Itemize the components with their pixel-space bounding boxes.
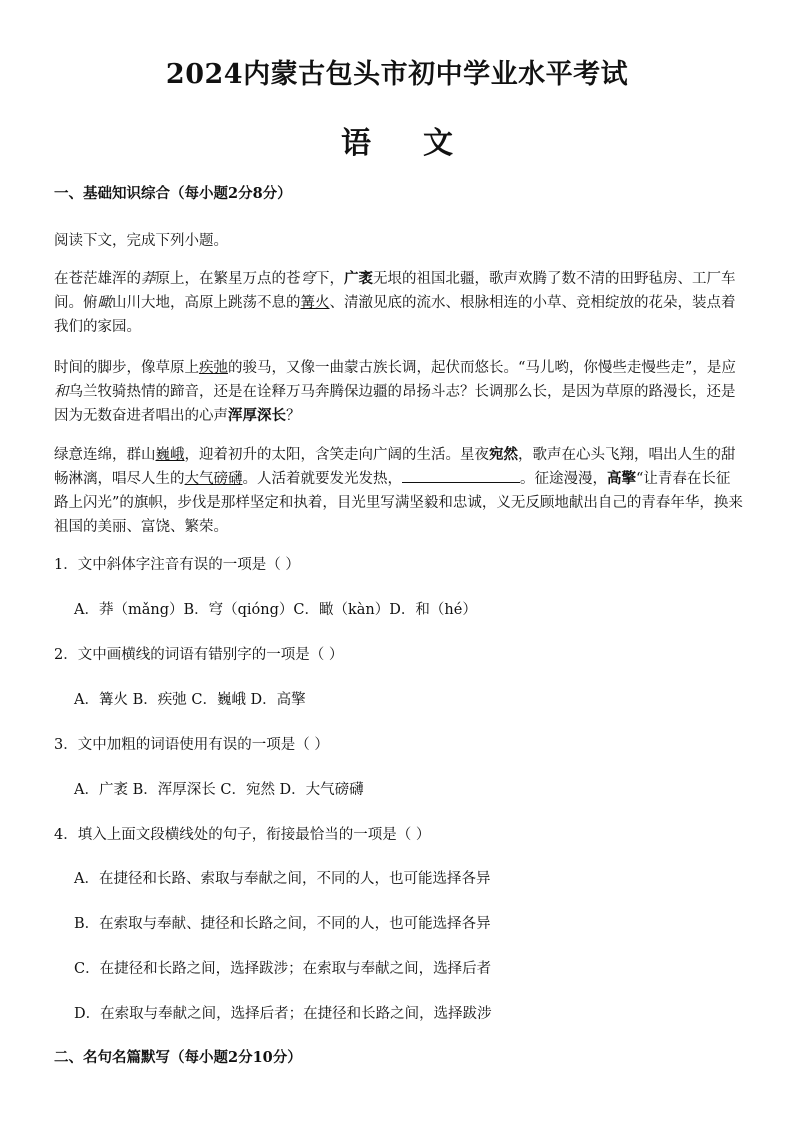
italic-word: 瞰 (97, 295, 112, 311)
italic-word: 莽 (141, 271, 156, 287)
section-1-heading: 一、基础知识综合（每小题2分8分） (54, 185, 292, 202)
bold-word: 宛然 (489, 446, 518, 463)
question-1-options: A．莽（mǎng）B．穹（qióng）C．瞰（kàn）D．和（hé） (74, 602, 477, 618)
italic-word: 穹 (300, 271, 315, 287)
underlined-word: 疾弛 (199, 360, 228, 376)
underlined-word: 巍峨 (155, 447, 185, 463)
question-1-stem: 1．文中斜体字注音有误的一项是（ ） (54, 557, 300, 573)
bold-word: 高擎 (607, 470, 636, 487)
question-3-stem: 3．文中加粗的词语使用有误的一项是（ ） (54, 737, 329, 753)
italic-word: 和 (54, 384, 69, 400)
passage-paragraph-1: 在苍茫雄浑的莽原上，在繁星万点的苍穹下，广袤无垠的祖国北疆，歌声欢腾了数不清的田野毡房、工厂车间。俯瞰山川大地，高原上跳荡不息的篝火、清澈见底的流水、根脉相连的小草、竞相绽放的花朵，装点着我们的家园。 (54, 270, 736, 335)
fill-in-blank (402, 468, 520, 483)
bold-word: 广袤 (344, 270, 373, 287)
subject-char-1: 语 (341, 126, 371, 161)
question-4-stem: 4．填入上面文段横线处的句子，衔接最恰当的一项是（ ） (54, 827, 431, 843)
question-4-option-c: C．在捷径和长路之间，选择跋涉；在索取与奉献之间，选择后者 (74, 961, 492, 977)
underlined-word: 篝火 (300, 295, 330, 311)
exam-title: 2024内蒙古包头市初中学业水平考试 (165, 59, 629, 90)
question-4-option-d: D．在索取与奉献之间，选择后者；在捷径和长路之间，选择跋涉 (74, 1006, 492, 1022)
subject-char-2: 文 (423, 126, 453, 161)
subject-title (0, 118, 794, 162)
bold-word: 浑厚深长 (228, 407, 286, 424)
question-3-options: A．广袤 B．浑厚深长 C．宛然 D．大气磅礴 (74, 782, 364, 798)
question-4-option-a: A．在捷径和长路、索取与奉献之间，不同的人，也可能选择各异 (74, 871, 491, 887)
reading-instruction: 阅读下文，完成下列小题。 (54, 233, 228, 249)
passage-paragraph-2: 时间的脚步，像草原上疾弛的骏马，又像一曲蒙古族长调，起伏而悠长。“马儿哟，你慢些走慢些走”，是应和乌兰牧骑热情的蹄音，还是在诠释万马奔腾保边疆的昂扬斗志？长调那么长，是因为草原的路漫长，还是因为无数奋进者唱出的心声浑厚深长？ (54, 360, 736, 424)
underlined-word: 大气磅礴 (184, 471, 243, 487)
passage-paragraph-3: 绿意连绵，群山巍峨，迎着初升的太阳，含笑走向广阔的生活。星夜宛然，歌声在心头飞翔，唱出人生的甜畅淋漓，唱尽人生的大气磅礴。人活着就要发光发热， 。征途漫漫，高擎“让青春在长征路上闪光”的旗帜，步伐是那样坚定和执着，目光里写满坚毅和忠诚，义无反顾地献出自己的青春年华，换来祖国的美丽、富饶、繁荣。 (54, 446, 743, 535)
question-4-option-b: B．在索取与奉献、捷径和长路之间，不同的人，也可能选择各异 (74, 916, 491, 932)
question-2-options: A．篝火 B．疾弛 C．巍峨 D．高擎 (74, 692, 306, 708)
question-2-stem: 2．文中画横线的词语有错别字的一项是（ ） (54, 647, 344, 663)
section-2-heading: 二、名句名篇默写（每小题2分10分） (54, 1049, 302, 1066)
